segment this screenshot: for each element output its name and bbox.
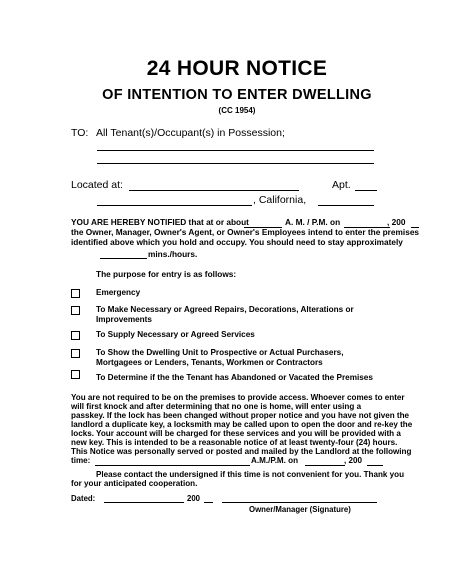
access-paragraph-line-2: will first knock and after determining that no one is home, will enter using a	[71, 402, 362, 411]
served-time-field[interactable]	[95, 465, 250, 466]
civil-code-reference: (CC 1954)	[218, 106, 256, 115]
checkbox-services[interactable]	[71, 331, 80, 340]
access-paragraph-line-1: You are not required to be on the premises to provide access. Whoever comes to enter	[71, 393, 405, 402]
dated-label: Dated:	[71, 494, 96, 503]
zip-field[interactable]	[318, 205, 374, 206]
notified-line-3: identified above which you hold and occupy. You should need to stay approximately	[71, 237, 403, 247]
access-paragraph-line-7: This Notice was personally served or posted and mailed by the Landlord at the following	[71, 447, 412, 456]
notice-subtitle: OF INTENTION TO ENTER DWELLING	[102, 87, 372, 103]
recipient-line-1[interactable]	[97, 150, 374, 151]
access-paragraph-line-5: locks. Your account will be charged for these services and you will be provided with a	[71, 429, 401, 438]
option-show-unit: To Show the Dwelling Unit to Prospective or Actual Purchasers,	[96, 348, 344, 357]
option-emergency: Emergency	[96, 288, 141, 297]
notice-title: 24 HOUR NOTICE	[146, 57, 328, 80]
city-field[interactable]	[97, 205, 252, 206]
duration-field[interactable]	[100, 258, 147, 259]
dated-year-label: 200	[187, 494, 201, 503]
california-label: , California,	[253, 194, 307, 206]
apt-label: Apt.	[332, 179, 351, 191]
option-repairs-cont: Improvements	[96, 315, 152, 324]
access-paragraph-line-8: time:	[71, 456, 91, 465]
signer-label: Owner/Manager (Signature)	[249, 505, 351, 514]
option-show-unit-cont: Mortgagees or Lenders, Tenants, Workmen or Contractors	[96, 358, 323, 367]
notified-text: YOU ARE HEREBY NOTIFIED that at or about	[71, 217, 249, 227]
signature-field[interactable]	[222, 502, 377, 503]
to-label: TO:	[71, 127, 89, 139]
access-paragraph-line-3: passkey. If the lock has been changed without proper notice and you have not given the	[71, 411, 410, 420]
closing-line-2: for your anticipated cooperation.	[71, 479, 198, 488]
duration-unit-label: mins./hours.	[148, 249, 198, 259]
served-year-label: , 200	[344, 456, 363, 465]
address-field[interactable]	[129, 190, 299, 191]
checkbox-abandoned[interactable]	[71, 370, 80, 379]
access-paragraph-line-6: new key. This is intended to be a reasonable notice of at least twenty-four (24) hours.	[71, 438, 398, 447]
recipient-line-2[interactable]	[97, 163, 374, 164]
option-abandoned: To Determine if the the Tenant has Abandoned or Vacated the Premises	[96, 373, 373, 382]
checkbox-repairs[interactable]	[71, 306, 80, 315]
dated-field[interactable]	[104, 502, 184, 503]
year-label: , 200	[387, 217, 406, 227]
served-year-field[interactable]	[367, 465, 383, 466]
access-paragraph-line-4: landlord a duplicate key, a locksmith may be called upon to open the door and re-key the	[71, 420, 413, 429]
notified-line-2: the Owner, Manager, Owner's Agent, or Owner's Employees intend to enter the premises	[71, 227, 420, 237]
option-repairs: To Make Necessary or Agreed Repairs, Decorations, Alterations or	[96, 305, 354, 314]
option-services: To Supply Necessary or Agreed Services	[96, 330, 255, 339]
checkbox-show-unit[interactable]	[71, 349, 80, 358]
served-date-field[interactable]	[305, 465, 345, 466]
closing-line-1: Please contact the undersigned if this time is not convenient for you. Thank you	[96, 470, 405, 479]
served-ampm-label: A.M./P.M. on	[251, 456, 299, 465]
am-pm-label: A. M. / P.M. on	[285, 217, 341, 227]
apt-field[interactable]	[355, 190, 377, 191]
checkbox-emergency[interactable]	[71, 289, 80, 298]
dated-year-field[interactable]	[204, 502, 213, 503]
purpose-heading: The purpose for entry is as follows:	[96, 269, 237, 279]
recipient-text: All Tenant(s)/Occupant(s) in Possession;	[96, 127, 285, 139]
located-at-label: Located at:	[71, 179, 123, 191]
